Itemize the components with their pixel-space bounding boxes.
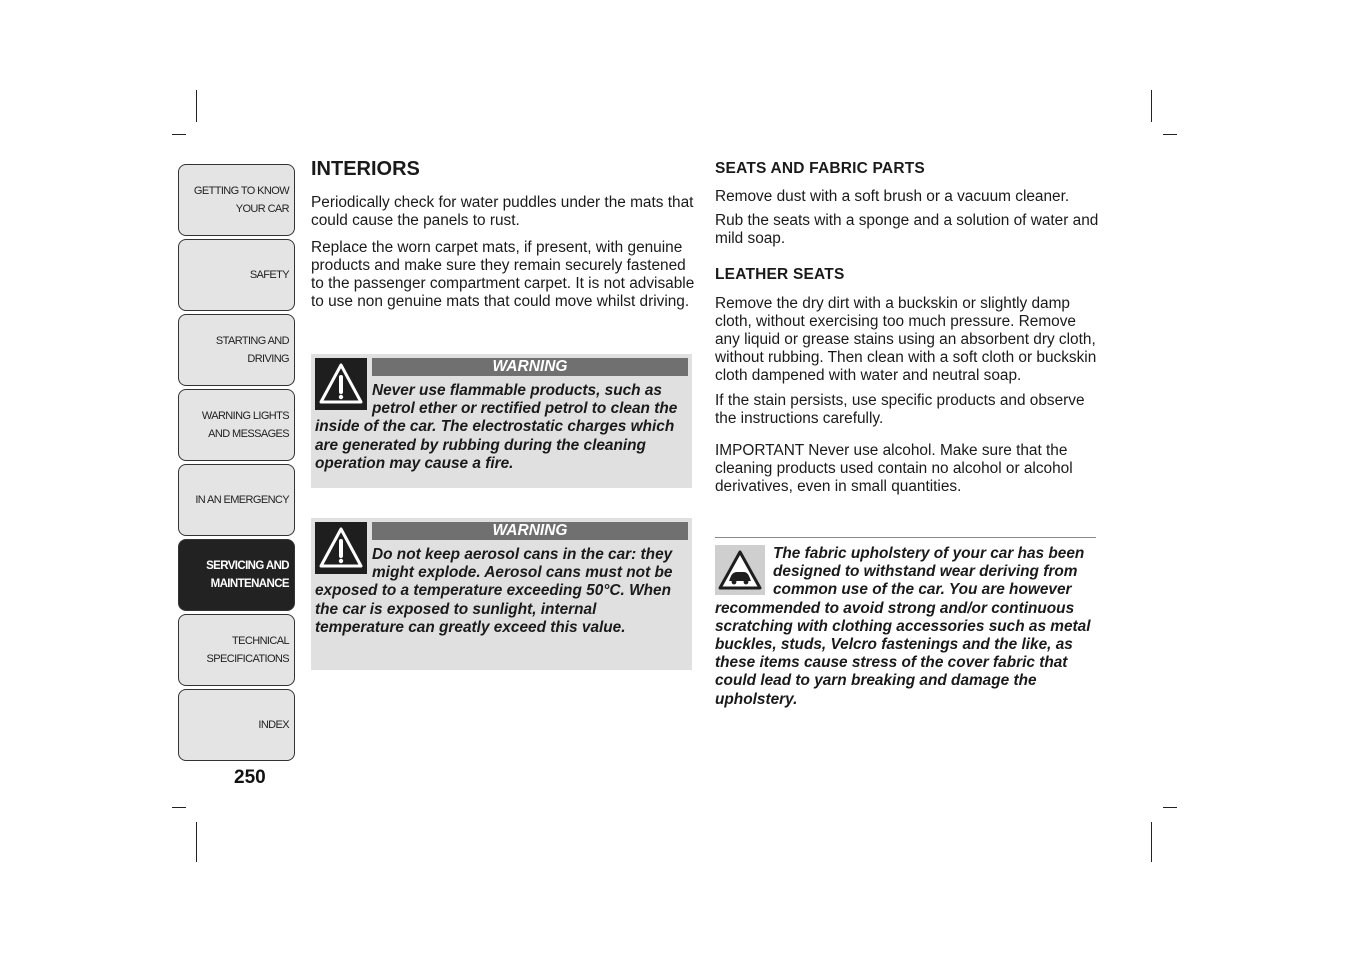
chapter-tab[interactable] <box>178 614 295 686</box>
crop-mark <box>1163 134 1177 135</box>
warning-triangle-icon <box>315 358 367 410</box>
warning-box <box>311 518 692 670</box>
chapter-tab-label: GETTING TO KNOW YOUR CAR <box>193 185 289 215</box>
warning-label: WARNING <box>372 522 688 540</box>
warning-text: Never use flammable products, such as petrol ether or rectified petrol to clean the inside of the car. The electrostatic charges which are generated by rubbing during the cleaning operation may cause a fire. <box>315 382 678 472</box>
crop-mark <box>1151 822 1152 862</box>
chapter-tab-label: STARTING AND DRIVING <box>215 335 289 365</box>
chapter-tab[interactable] <box>178 314 295 386</box>
warning-text: Do not keep aerosol cans in the car: they might explode. Aerosol cans must not be exposed to a temperature exceeding 50°C. When the car is exposed to sunlight, internal temperature can greatly exceed this value. <box>315 546 673 636</box>
paragraph: Replace the worn carpet mats, if present, with genuine products and make sure they remain securely fastened to the passenger compartment carpet. It is not advisable to use non genuine mats that could move whilst driving. <box>311 239 695 310</box>
right-column <box>715 160 1099 496</box>
crop-mark <box>196 90 197 122</box>
chapter-tab-label: SERVICING AND MAINTENANCE <box>206 560 289 590</box>
chapter-tab-label: TECHNICAL SPECIFICATIONS <box>206 635 289 665</box>
page-number: 250 <box>234 767 266 788</box>
chapter-tab[interactable] <box>178 539 295 611</box>
paragraph: IMPORTANT Never use alcohol. Make sure that the cleaning products used contain no alcohol or alcohol derivatives, even in small quantities. <box>715 442 1073 495</box>
section-title: INTERIORS <box>311 158 420 180</box>
paragraph: Rub the seats with a sponge and a solution of water and mild soap. <box>715 212 1099 247</box>
chapter-tab-label: SAFETY <box>249 269 289 281</box>
car-warning-icon <box>715 545 765 595</box>
chapter-tab-label: IN AN EMERGENCY <box>195 494 289 506</box>
paragraph: Periodically check for water puddles under the mats that could cause the panels to rust. <box>311 194 694 229</box>
chapter-tab[interactable] <box>178 689 295 761</box>
warning-box <box>311 354 692 488</box>
paragraph: Remove dust with a soft brush or a vacuum cleaner. <box>715 188 1070 205</box>
subsection-heading: LEATHER SEATS <box>715 266 845 283</box>
note-text: The fabric upholstery of your car has been designed to withstand wear deriving from common use of the car. You are however recommended to avoid strong and/or continuous scratching with clothing accessories such as metal buckles, studs, Velcro fastenings and the like, as these items cause stress of the cover fabric that could lead to yarn breaking and damage the upholstery. <box>715 545 1091 708</box>
warning-triangle-icon <box>315 522 367 574</box>
chapter-tab-label: WARNING LIGHTS AND MESSAGES <box>201 410 289 440</box>
upholstery-note <box>715 537 1096 709</box>
crop-mark <box>172 134 186 135</box>
crop-mark <box>1163 807 1177 808</box>
crop-mark <box>172 807 186 808</box>
chapter-tab-label: INDEX <box>258 719 289 731</box>
warning-label: WARNING <box>372 358 688 376</box>
paragraph: If the stain persists, use specific products and observe the instructions carefully. <box>715 392 1085 427</box>
chapter-tab[interactable] <box>178 389 295 461</box>
paragraph: Remove the dry dirt with a buckskin or slightly damp cloth, without exercising too much pressure. Remove any liquid or grease stains using an absorbent dry cloth, without rubbing. Then clean with a soft cloth or buckskin cloth dampened with water and neutral soap. <box>715 295 1097 384</box>
chapter-tab[interactable] <box>178 164 295 236</box>
chapter-tab[interactable] <box>178 239 295 311</box>
left-column <box>311 158 695 311</box>
chapter-tab[interactable] <box>178 464 295 536</box>
subsection-heading: SEATS AND FABRIC PARTS <box>715 160 925 177</box>
crop-mark <box>196 822 197 862</box>
crop-mark <box>1151 90 1152 122</box>
